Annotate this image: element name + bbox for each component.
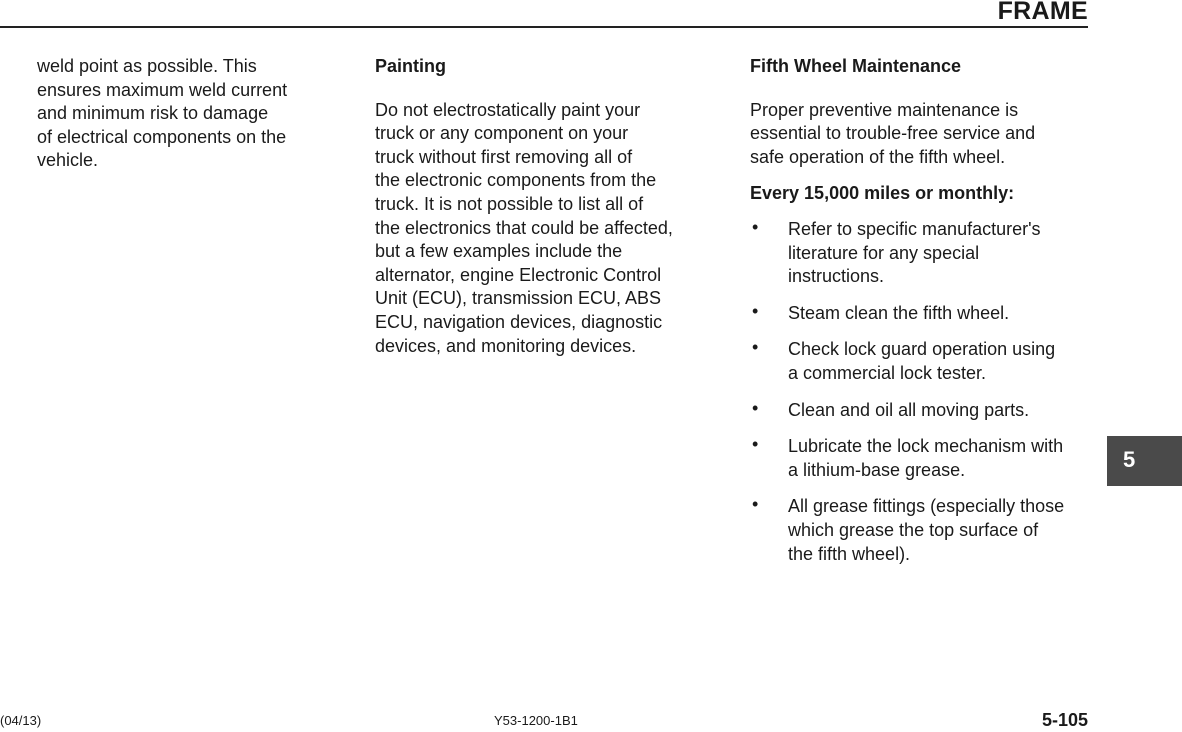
bullet-icon: •	[752, 397, 759, 418]
text-line: and minimum risk to damage	[37, 103, 269, 124]
text-line: Do not electrostatically paint your	[375, 99, 641, 120]
column-3-fifth-wheel	[750, 55, 1095, 579]
list-item	[750, 435, 1095, 482]
text-line: All grease fittings (especially those	[788, 496, 1065, 517]
list-item	[750, 338, 1095, 385]
maintenance-list	[750, 218, 1095, 566]
text-line: the electronic components from the	[375, 170, 657, 191]
text-line: Clean and oil all moving parts.	[788, 399, 1030, 420]
bullet-icon: •	[752, 337, 759, 358]
text-line: instructions.	[788, 266, 885, 287]
text-line: safe operation of the fifth wheel.	[750, 146, 1006, 167]
footer-date: (04/13)	[0, 713, 42, 728]
intro-paragraph	[750, 99, 1095, 170]
bullet-icon: •	[752, 300, 759, 321]
text-line: Unit (ECU), transmission ECU, ABS	[375, 288, 662, 309]
text-line: weld point as possible. This	[37, 56, 257, 76]
list-item	[750, 495, 1095, 566]
list-item	[750, 302, 1095, 326]
text-line: Proper preventive maintenance is	[750, 99, 1019, 120]
page-number: 5-105	[1041, 710, 1088, 730]
section-tab	[1107, 436, 1182, 486]
text-line: truck. It is not possible to list all of	[375, 193, 644, 214]
text-line: truck or any component on your	[375, 123, 629, 144]
text-line: the fifth wheel).	[788, 543, 911, 564]
text-line: vehicle.	[37, 150, 99, 171]
text-line: Steam clean the fifth wheel.	[788, 302, 1010, 323]
header-divider	[0, 26, 1088, 28]
section-tab-label: 5	[1123, 447, 1136, 472]
page-title: FRAME	[997, 0, 1088, 25]
list-item	[750, 218, 1095, 289]
bullet-icon: •	[752, 216, 759, 237]
text-line: essential to trouble-free service and	[750, 123, 1036, 144]
section-heading-fifth-wheel: Fifth Wheel Maintenance	[750, 56, 962, 76]
footer-doc-code: Y53-1200-1B1	[494, 713, 578, 728]
text-line: but a few examples include the	[375, 241, 623, 262]
column-1	[37, 55, 337, 173]
text-line: truck without first removing all of	[375, 146, 633, 167]
text-line: Check lock guard operation using	[788, 339, 1056, 360]
text-line: ensures maximum weld current	[37, 79, 288, 100]
text-line: a commercial lock tester.	[788, 362, 987, 383]
bullet-icon: •	[752, 434, 759, 455]
text-line: Refer to specific manufacturer's	[788, 218, 1041, 239]
text-line: the electronics that could be affected,	[375, 217, 673, 238]
text-line: Lubricate the lock mechanism with	[788, 436, 1064, 457]
bullet-icon: •	[752, 494, 759, 515]
subheading-interval: Every 15,000 miles or monthly:	[750, 183, 1015, 204]
text-line: ECU, navigation devices, diagnostic	[375, 311, 663, 332]
text-line: devices, and monitoring devices.	[375, 335, 637, 356]
text-line: which grease the top surface of	[788, 519, 1039, 540]
column-2-painting	[375, 55, 715, 358]
text-line: a lithium-base grease.	[788, 459, 966, 480]
section-heading-painting: Painting	[375, 56, 446, 76]
list-item	[750, 399, 1095, 423]
text-line: of electrical components on the	[37, 126, 287, 147]
text-line: literature for any special	[788, 242, 980, 263]
text-line: alternator, engine Electronic Control	[375, 264, 662, 285]
